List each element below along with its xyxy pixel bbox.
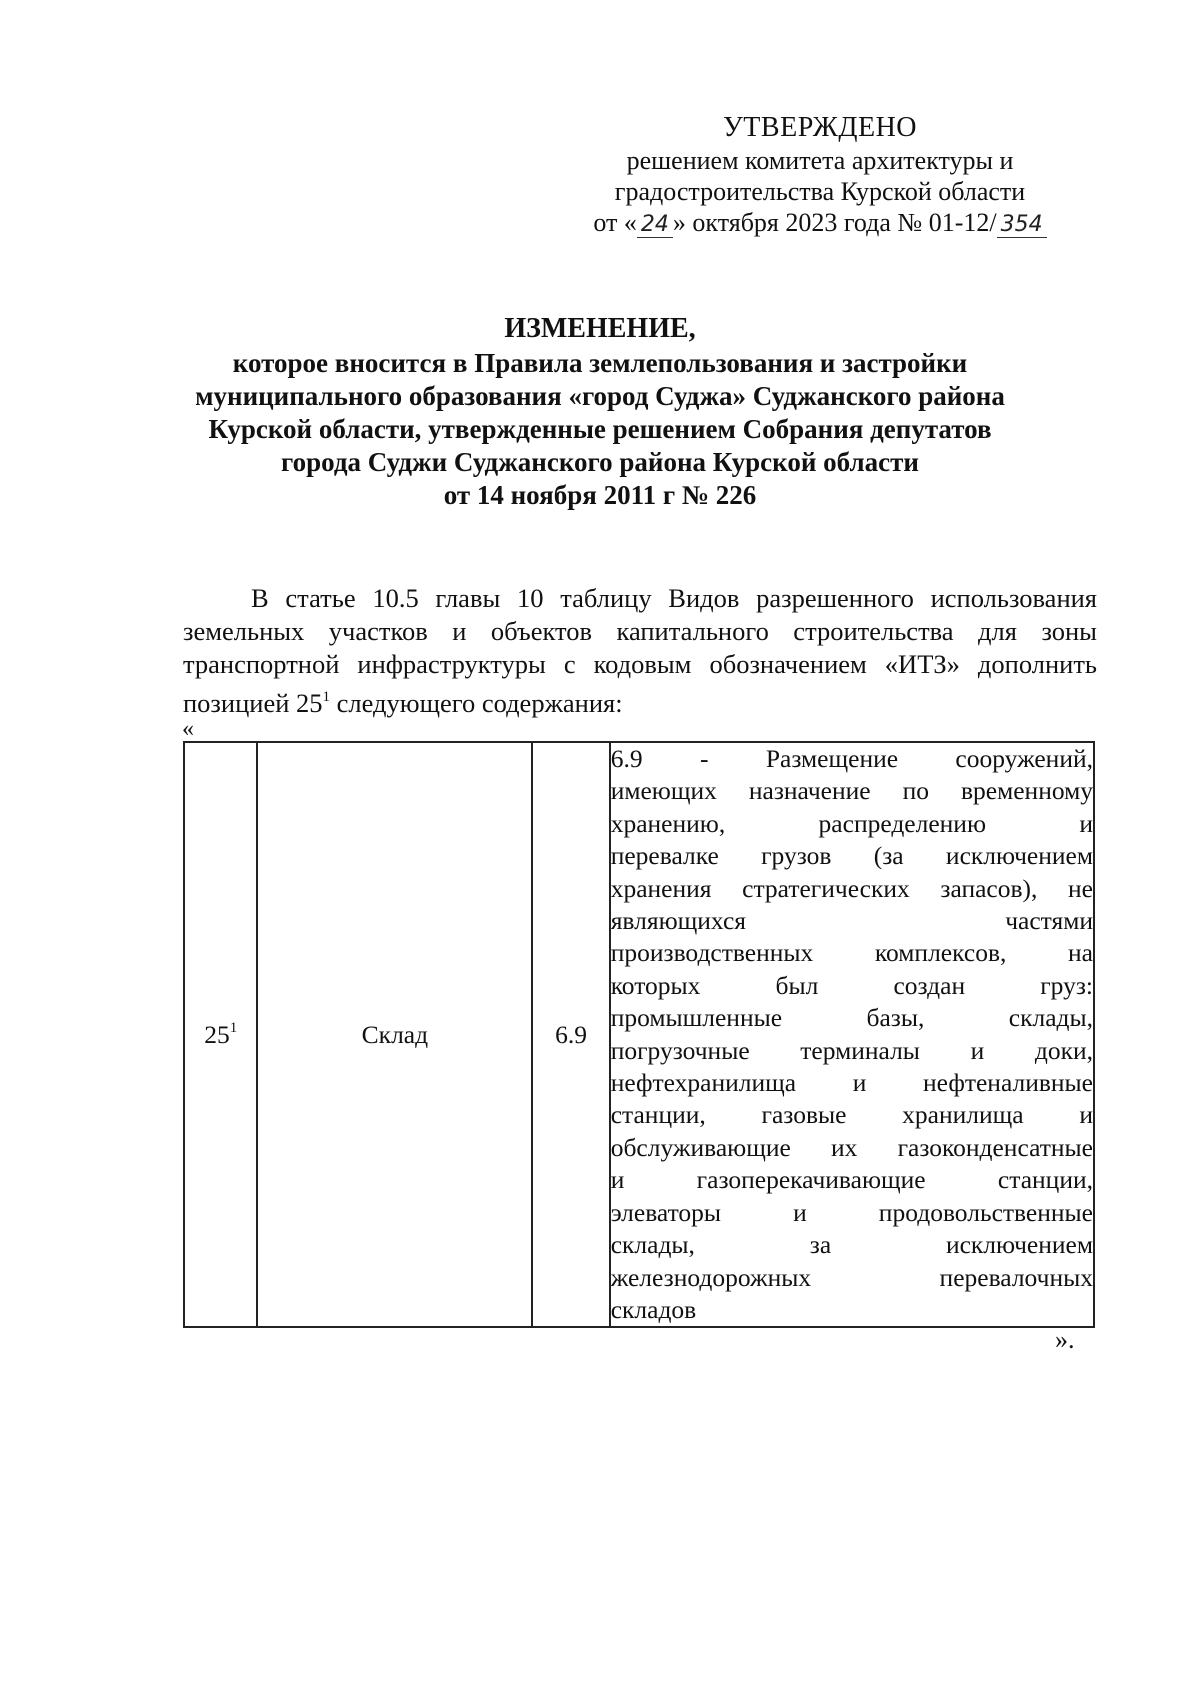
row-number: 25 (204, 1019, 230, 1049)
cell-number (184, 742, 257, 1327)
cell-code: 6.9 (532, 742, 609, 1327)
approval-line-2: градостроительства Курской области (614, 177, 1026, 206)
description-line: элеваторы и продовольственные (610, 1197, 1093, 1227)
heading-line-4: города Суджи Суджанского района Курской области (281, 447, 919, 477)
document-heading (160, 312, 1040, 512)
date-prefix: от « (593, 208, 637, 237)
heading-title: ИЗМЕНЕНИЕ, (504, 313, 696, 344)
description-line: хранения стратегических запасов), не (610, 873, 1093, 903)
row-number-superscript: 1 (229, 1019, 238, 1036)
cell-name: Склад (257, 742, 532, 1327)
description-line: погрузочные терминалы и доки, (610, 1035, 1093, 1065)
table-row (184, 742, 1094, 1327)
approval-line-1: решением комитета архитектуры и (626, 146, 1014, 175)
description-line: перевалке грузов (за исключением (610, 841, 1093, 871)
description-line: станции, газовые хранилища и (610, 1100, 1093, 1130)
description-line: имеющих назначение по временному (610, 776, 1093, 806)
body-paragraph (183, 582, 1097, 720)
description-line: производственных комплексов, на (610, 938, 1093, 968)
description-line: склады, за исключением (610, 1230, 1093, 1260)
description-line: которых был создан груз: (610, 970, 1093, 1000)
heading-line-5: от 14 ноября 2011 г № 226 (443, 480, 757, 510)
handwritten-number: 354 (997, 212, 1047, 238)
description-line: промышленные базы, склады, (610, 1003, 1093, 1033)
paragraph-end: следующего содержания: (330, 688, 623, 718)
description-line: хранению, распределению и (610, 808, 1093, 838)
description-line: обслуживающие их газоконденсатные (610, 1132, 1093, 1162)
description-line: 6.9 - Размещение сооружений, (610, 744, 1093, 773)
open-quote: « (182, 716, 194, 742)
heading-line-3: Курской области, утвержденные решением Собрания депутатов (208, 414, 992, 444)
heading-line-1: которое вносится в Правила землепользования и застройки (232, 348, 968, 378)
description-line: и газоперекачивающие станции, (610, 1165, 1093, 1195)
cell-description (610, 742, 1094, 1327)
description-line: нефтехранилища и нефтеналивные (610, 1068, 1093, 1098)
description-line: являющихся частями (610, 906, 1093, 936)
approval-title: УТВЕРЖДЕНО (722, 112, 918, 143)
description-line: складов (610, 1294, 697, 1324)
heading-line-2: муниципального образования «город Суджа» Суджанского района (195, 381, 1005, 411)
zoning-table (183, 741, 1095, 1328)
paragraph-main: В статье 10.5 главы 10 таблицу Видов разрешенного использования земельных участков и объектов капитального строительства для зоны транспортной инфраструктуры с кодовым обозначением «ИТЗ» дополнить позицией 25 (183, 583, 1097, 718)
description-line: железнодорожных перевалочных (610, 1262, 1093, 1292)
paragraph-superscript: 1 (322, 689, 331, 705)
approval-date-line (560, 207, 1080, 240)
close-quote: ». (1055, 1325, 1075, 1354)
approval-stamp-block (560, 112, 1080, 240)
handwritten-day: 24 (637, 212, 673, 238)
date-middle: » октября 2023 года № 01-12/ (672, 208, 997, 237)
